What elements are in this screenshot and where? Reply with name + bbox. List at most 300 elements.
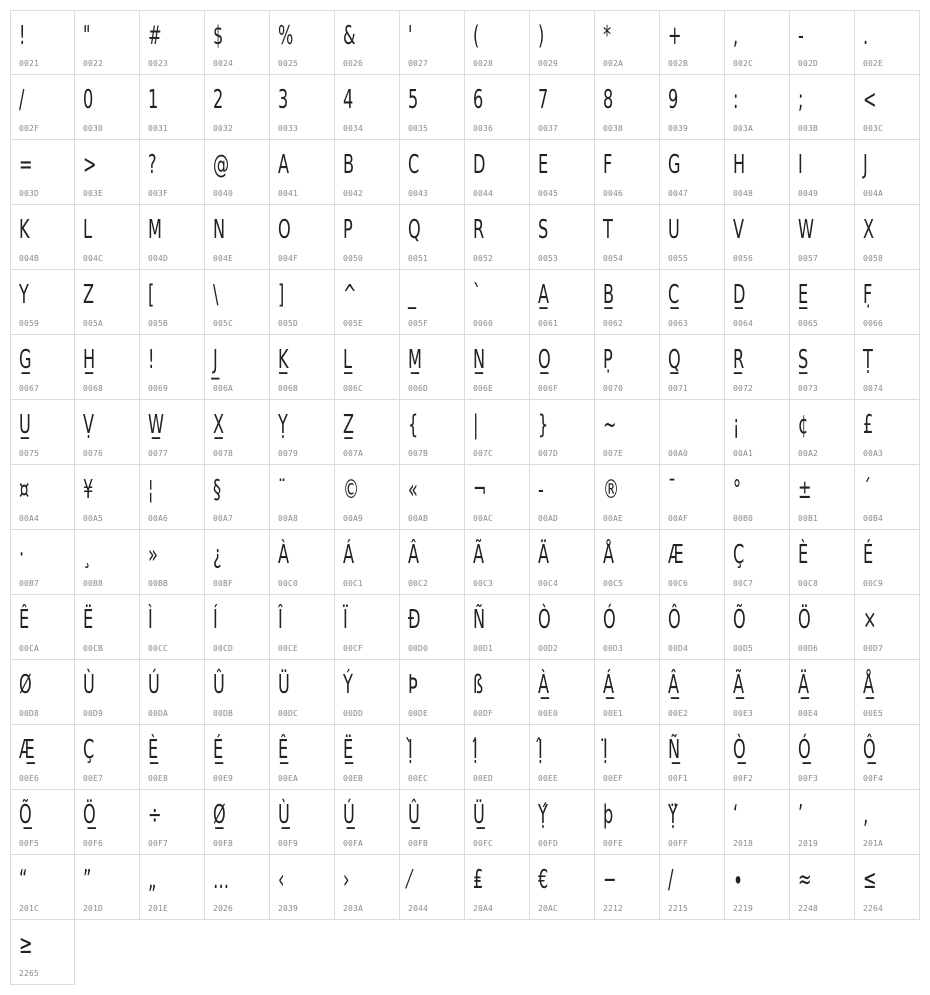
glyph-code: 0043 <box>408 189 429 198</box>
glyph-code: 004B <box>19 254 40 263</box>
glyph-cell <box>270 400 335 465</box>
glyph-char: ₤ <box>473 865 484 895</box>
glyph-char: » <box>148 540 158 570</box>
glyph-cell <box>140 335 205 400</box>
glyph-cell <box>465 530 530 595</box>
glyph-char: Ï <box>343 605 348 635</box>
glyph-char: ≤ <box>863 865 877 895</box>
glyph-code: 00C2 <box>408 579 429 588</box>
glyph-code: 0047 <box>668 189 689 198</box>
glyph-cell <box>205 400 270 465</box>
glyph-code: 00FE <box>603 839 624 848</box>
glyph-char: … <box>213 865 230 895</box>
glyph-char: J̲ <box>213 345 218 375</box>
glyph-cell <box>660 725 725 790</box>
glyph-char: E̲ <box>798 280 809 310</box>
glyph-code: 0028 <box>473 59 494 68</box>
glyph-code: 00FF <box>668 839 689 848</box>
glyph-char: - <box>798 21 804 51</box>
glyph-char: Ṿ <box>83 410 95 440</box>
glyph-code: 2018 <box>733 839 754 848</box>
glyph-cell <box>725 10 790 75</box>
glyph-cell <box>660 335 725 400</box>
glyph-code: 005B <box>148 319 169 328</box>
glyph-code: 002C <box>733 59 754 68</box>
glyph-code: 0040 <box>213 189 234 198</box>
glyph-code: 005C <box>213 319 234 328</box>
glyph-code: 007B <box>408 449 429 458</box>
glyph-code: 0074 <box>863 384 884 393</box>
glyph-cell <box>75 660 140 725</box>
glyph-cell <box>335 465 400 530</box>
glyph-code: 0041 <box>278 189 299 198</box>
glyph-cell <box>400 10 465 75</box>
glyph-code: 0061 <box>538 319 559 328</box>
glyph-char: ß <box>473 670 484 700</box>
glyph-cell <box>75 465 140 530</box>
glyph-code: 003A <box>733 124 754 133</box>
glyph-code: 2019 <box>798 839 819 848</box>
glyph-cell <box>400 140 465 205</box>
glyph-code: 00CC <box>148 644 169 653</box>
glyph-char: ¥ <box>83 475 94 505</box>
glyph-cell <box>790 530 855 595</box>
glyph-code: 007A <box>343 449 364 458</box>
glyph-code: 00DA <box>148 709 169 718</box>
glyph-char: Ü̲ <box>473 800 485 830</box>
glyph-code: 00A7 <box>213 514 234 523</box>
glyph-cell <box>725 725 790 790</box>
glyph-code: 20A4 <box>473 904 494 913</box>
glyph-char: T <box>603 215 613 245</box>
glyph-code: 00EB <box>343 774 364 783</box>
glyph-cell <box>595 595 660 660</box>
glyph-code: 004C <box>83 254 104 263</box>
glyph-char: ! <box>148 345 155 375</box>
glyph-char: § <box>213 475 222 505</box>
glyph-code: 0022 <box>83 59 104 68</box>
glyph-char: É̲ <box>213 735 224 765</box>
glyph-char: K̲ <box>278 345 289 375</box>
glyph-char: : <box>733 85 739 115</box>
glyph-code: 00D7 <box>863 644 884 653</box>
glyph-code: 003B <box>798 124 819 133</box>
glyph-char: ‹ <box>278 865 285 895</box>
glyph-cell <box>205 465 270 530</box>
glyph-code: 006E <box>473 384 494 393</box>
glyph-cell <box>725 465 790 530</box>
glyph-code: 006C <box>343 384 364 393</box>
glyph-char: J <box>863 150 868 180</box>
glyph-code: 00B1 <box>798 514 819 523</box>
glyph-code: 00DB <box>213 709 234 718</box>
glyph-char: Þ <box>408 670 418 700</box>
glyph-code: 00ED <box>473 774 494 783</box>
glyph-cell <box>595 660 660 725</box>
glyph-cell <box>465 140 530 205</box>
glyph-code: 00D9 <box>83 709 104 718</box>
glyph-cell <box>595 10 660 75</box>
glyph-code: 006D <box>408 384 429 393</box>
glyph-cell <box>10 335 75 400</box>
glyph-char: Ë̲ <box>343 735 354 765</box>
glyph-char: Ñ̲ <box>668 735 681 765</box>
glyph-code: 0039 <box>668 124 689 133</box>
glyph-code: 2264 <box>863 904 884 913</box>
glyph-cell <box>10 270 75 335</box>
glyph-char: N <box>213 215 226 245</box>
glyph-char: Æ̲ <box>19 735 35 765</box>
glyph-char: - <box>538 475 544 505</box>
glyph-code: 00AE <box>603 514 624 523</box>
glyph-code: 00D2 <box>538 644 559 653</box>
glyph-char: Ç <box>733 540 745 570</box>
glyph-cell <box>400 400 465 465</box>
glyph-char: ( <box>473 21 480 51</box>
glyph-char: ” <box>83 865 92 895</box>
glyph-char: ° <box>733 475 742 505</box>
glyph-cell <box>75 530 140 595</box>
glyph-code: 00D3 <box>603 644 624 653</box>
glyph-char: U̲ <box>19 410 31 440</box>
glyph-char: 3 <box>278 85 289 115</box>
glyph-code: 00B7 <box>19 579 40 588</box>
glyph-char: Â̲ <box>668 670 680 700</box>
glyph-code: 0024 <box>213 59 234 68</box>
glyph-cell <box>465 790 530 855</box>
glyph-code: 2265 <box>19 969 40 978</box>
glyph-char: 2 <box>213 85 224 115</box>
glyph-char: O <box>278 215 291 245</box>
glyph-cell <box>335 855 400 920</box>
glyph-cell <box>75 205 140 270</box>
glyph-cell <box>270 660 335 725</box>
glyph-cell <box>530 595 595 660</box>
glyph-code: 0064 <box>733 319 754 328</box>
glyph-char: P <box>343 215 353 245</box>
glyph-char: ÷ <box>148 800 162 830</box>
glyph-char: $ <box>213 21 224 51</box>
glyph-char: B <box>343 150 355 180</box>
glyph-char: ¯ <box>668 475 677 505</box>
glyph-char: ) <box>538 21 545 51</box>
glyph-char: G̲ <box>19 345 32 375</box>
glyph-cell <box>335 140 400 205</box>
glyph-code: 2026 <box>213 904 234 913</box>
glyph-code: 00A6 <box>148 514 169 523</box>
glyph-char: Ä̲ <box>798 670 810 700</box>
glyph-char: À̲ <box>538 670 550 700</box>
glyph-code: 00A5 <box>83 514 104 523</box>
glyph-code: 00EF <box>603 774 624 783</box>
glyph-cell <box>10 205 75 270</box>
glyph-code: 00C1 <box>343 579 364 588</box>
glyph-code: 0051 <box>408 254 429 263</box>
glyph-char: K <box>19 215 30 245</box>
glyph-cell <box>270 855 335 920</box>
glyph-code: 0070 <box>603 384 624 393</box>
glyph-char: @ <box>213 150 230 180</box>
glyph-char: P̣ <box>603 345 613 375</box>
glyph-char: N̲ <box>473 345 486 375</box>
glyph-cell <box>75 790 140 855</box>
glyph-code: 00DF <box>473 709 494 718</box>
glyph-cell <box>530 465 595 530</box>
glyph-char: Ë <box>83 605 94 635</box>
glyph-code: 00A0 <box>668 449 689 458</box>
glyph-cell <box>10 10 75 75</box>
glyph-char: A̲ <box>538 280 550 310</box>
glyph-code: 0054 <box>603 254 624 263</box>
glyph-cell <box>10 595 75 660</box>
glyph-code: 00C7 <box>733 579 754 588</box>
glyph-char: , <box>733 21 739 51</box>
glyph-cell <box>855 465 920 530</box>
glyph-cell <box>660 205 725 270</box>
glyph-code: 00C3 <box>473 579 494 588</box>
glyph-char: Å <box>603 540 615 570</box>
glyph-char: ; <box>798 85 804 115</box>
glyph-code: 00E6 <box>19 774 40 783</box>
glyph-code: 004D <box>148 254 169 263</box>
glyph-code: 201E <box>148 904 169 913</box>
glyph-code: 00EC <box>408 774 429 783</box>
glyph-code: 2248 <box>798 904 819 913</box>
glyph-char: ` <box>473 280 482 310</box>
glyph-cell <box>140 855 205 920</box>
glyph-cell <box>530 270 595 335</box>
glyph-cell <box>335 335 400 400</box>
glyph-char: ¤ <box>19 475 30 505</box>
glyph-cell <box>465 270 530 335</box>
glyph-char: Ỵ <box>278 410 288 440</box>
glyph-char: X̲ <box>213 410 225 440</box>
glyph-cell <box>335 205 400 270</box>
glyph-char: Õ̲ <box>19 800 32 830</box>
glyph-code: 005D <box>278 319 299 328</box>
glyph-cell <box>855 205 920 270</box>
glyph-code: 00D4 <box>668 644 689 653</box>
glyph-char: Ò̲ <box>733 735 746 765</box>
glyph-char: 5 <box>408 85 419 115</box>
glyph-code: 00F9 <box>278 839 299 848</box>
glyph-code: 00B8 <box>83 579 104 588</box>
glyph-code: 00A1 <box>733 449 754 458</box>
glyph-code: 00AD <box>538 514 559 523</box>
glyph-code: 0068 <box>83 384 104 393</box>
glyph-char: „ <box>148 865 157 895</box>
glyph-cell <box>140 725 205 790</box>
glyph-char: I <box>798 150 803 180</box>
glyph-code: 00FB <box>408 839 429 848</box>
glyph-char: ´ <box>863 475 872 505</box>
glyph-code: 00DC <box>278 709 299 718</box>
glyph-cell <box>530 725 595 790</box>
glyph-cell <box>335 530 400 595</box>
glyph-code: 0052 <box>473 254 494 263</box>
glyph-cell <box>75 400 140 465</box>
glyph-char: › <box>343 865 350 895</box>
glyph-char: À <box>278 540 290 570</box>
glyph-cell <box>725 140 790 205</box>
glyph-cell <box>205 530 270 595</box>
glyph-cell <box>465 335 530 400</box>
glyph-char: E <box>538 150 549 180</box>
glyph-char: F̣ <box>863 280 873 310</box>
glyph-code: 0058 <box>863 254 884 263</box>
glyph-cell <box>10 400 75 465</box>
glyph-char: / <box>19 85 25 115</box>
glyph-code: 00D6 <box>798 644 819 653</box>
glyph-code: 00AB <box>408 514 429 523</box>
glyph-char: ‘ <box>733 800 739 830</box>
glyph-cell <box>790 790 855 855</box>
glyph-char: U <box>668 215 680 245</box>
glyph-code: 003C <box>863 124 884 133</box>
glyph-char: 9 <box>668 85 679 115</box>
glyph-code: 00E0 <box>538 709 559 718</box>
glyph-char: Ê̲ <box>278 735 289 765</box>
glyph-code: 003D <box>19 189 40 198</box>
glyph-cell <box>660 10 725 75</box>
glyph-code: 0060 <box>473 319 494 328</box>
glyph-code: 00F5 <box>19 839 40 848</box>
glyph-code: 00BF <box>213 579 234 588</box>
glyph-cell <box>790 140 855 205</box>
glyph-cell <box>595 855 660 920</box>
glyph-cell <box>530 205 595 270</box>
glyph-code: 0030 <box>83 124 104 133</box>
glyph-code: 00C5 <box>603 579 624 588</box>
glyph-char: ¸ <box>83 540 92 570</box>
glyph-char: × <box>863 605 877 635</box>
glyph-cell <box>400 335 465 400</box>
glyph-code: 00F2 <box>733 774 754 783</box>
glyph-code: 201A <box>863 839 884 848</box>
glyph-code: 20AC <box>538 904 559 913</box>
glyph-cell <box>335 400 400 465</box>
glyph-char: } <box>538 410 549 440</box>
glyph-char: ^ <box>343 280 357 310</box>
glyph-cell <box>855 660 920 725</box>
glyph-cell <box>660 75 725 140</box>
glyph-char: Ð <box>408 605 421 635</box>
glyph-cell <box>595 790 660 855</box>
glyph-cell <box>270 465 335 530</box>
glyph-cell <box>465 75 530 140</box>
glyph-cell <box>465 660 530 725</box>
glyph-cell <box>75 75 140 140</box>
glyph-char: Ị́ <box>473 735 478 765</box>
glyph-code: 0045 <box>538 189 559 198</box>
glyph-char: ¦ <box>148 475 154 505</box>
glyph-cell <box>725 660 790 725</box>
glyph-char: + <box>668 21 682 51</box>
glyph-cell <box>75 595 140 660</box>
glyph-char: H̲ <box>83 345 96 375</box>
glyph-code: 006F <box>538 384 559 393</box>
glyph-cell <box>75 335 140 400</box>
glyph-code: 0053 <box>538 254 559 263</box>
glyph-char: ‚ <box>863 800 869 830</box>
glyph-code: 0038 <box>603 124 624 133</box>
glyph-code: 00E4 <box>798 709 819 718</box>
glyph-code: 00E8 <box>148 774 169 783</box>
glyph-code: 002F <box>19 124 40 133</box>
glyph-cell <box>75 140 140 205</box>
glyph-char: S <box>538 215 549 245</box>
glyph-char: Ú <box>148 670 160 700</box>
glyph-cell <box>595 75 660 140</box>
glyph-code: 00DE <box>408 709 429 718</box>
glyph-cell <box>660 465 725 530</box>
glyph-code: 00F7 <box>148 839 169 848</box>
glyph-cell <box>725 205 790 270</box>
glyph-code: 00F6 <box>83 839 104 848</box>
glyph-code: 0073 <box>798 384 819 393</box>
glyph-cell <box>335 75 400 140</box>
glyph-code: 0025 <box>278 59 299 68</box>
glyph-char: X <box>863 215 875 245</box>
glyph-code: 00EA <box>278 774 299 783</box>
glyph-cell <box>530 75 595 140</box>
glyph-cell <box>140 140 205 205</box>
glyph-cell <box>790 855 855 920</box>
glyph-char: Í <box>213 605 218 635</box>
glyph-cell <box>205 140 270 205</box>
glyph-char: 7 <box>538 85 549 115</box>
glyph-cell <box>530 140 595 205</box>
glyph-cell <box>725 400 790 465</box>
glyph-char: Ó̲ <box>798 735 811 765</box>
glyph-char: [ <box>148 280 155 310</box>
glyph-char: Ỵ́ <box>538 800 548 830</box>
glyph-code: 201D <box>83 904 104 913</box>
glyph-char: R̲ <box>733 345 745 375</box>
glyph-cell <box>595 400 660 465</box>
glyph-cell <box>205 660 270 725</box>
glyph-code: 005F <box>408 319 429 328</box>
glyph-char: = <box>19 150 33 180</box>
glyph-cell <box>855 270 920 335</box>
glyph-cell <box>465 595 530 660</box>
glyph-code: 00A3 <box>863 449 884 458</box>
glyph-char: « <box>408 475 418 505</box>
glyph-cell <box>140 270 205 335</box>
glyph-cell <box>270 790 335 855</box>
glyph-char: ≈ <box>798 865 812 895</box>
glyph-code: 0063 <box>668 319 689 328</box>
glyph-cell <box>400 855 465 920</box>
glyph-code: 00FA <box>343 839 364 848</box>
glyph-code: 00DD <box>343 709 364 718</box>
glyph-code: 00A4 <box>19 514 40 523</box>
glyph-code: 201C <box>19 904 40 913</box>
glyph-char: 1 <box>148 85 159 115</box>
glyph-cell <box>725 790 790 855</box>
glyph-cell <box>140 660 205 725</box>
glyph-char: Ä <box>538 540 550 570</box>
glyph-cell <box>400 530 465 595</box>
glyph-char: < <box>863 85 877 115</box>
glyph-code: 0027 <box>408 59 429 68</box>
glyph-code: 2212 <box>603 904 624 913</box>
glyph-code: 00B4 <box>863 514 884 523</box>
glyph-char: { <box>408 410 419 440</box>
glyph-char: Ê <box>19 605 30 635</box>
glyph-code: 0021 <box>19 59 40 68</box>
glyph-code: 0067 <box>19 384 40 393</box>
